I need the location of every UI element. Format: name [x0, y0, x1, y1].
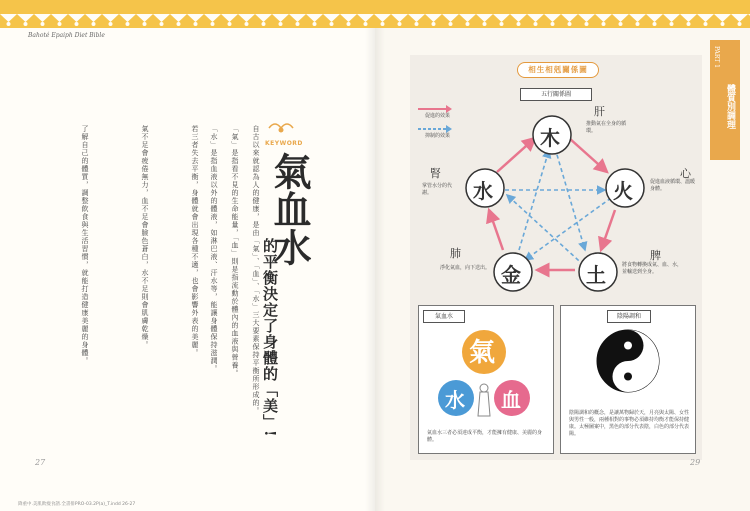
header-note: Bahoté Epaiph Diet Bible: [28, 32, 105, 39]
page-title: 氣血水: [267, 152, 312, 266]
body-paragraph-1: 自古以來就認為人的健康，是由「氣」、「血」、「水」三大要素保持平衡所形成的。: [252, 125, 260, 415]
organ-kidney: 腎: [430, 167, 441, 180]
part-side-tab: [710, 40, 740, 160]
spleen-desc: 將食物轉換成氣、血、水，並輸送到全身。: [622, 262, 683, 275]
diagram-panel: [410, 55, 702, 460]
qi-xue-shui-box: [418, 305, 554, 454]
blood-char: 血: [501, 388, 521, 412]
body-paragraph-3: 「水」是指血液以外的體液，如淋巴液、汗水等，能讓身體保持滋潤。: [210, 125, 218, 373]
part-title: 體質別調理: [725, 84, 735, 129]
legend-ke: 抑制的效果: [425, 133, 451, 139]
organ-lung: 肺: [450, 247, 461, 260]
body-paragraph-4: 若三者失去平衡，身體就會出現各種不適，也會影響外表的美麗。: [191, 125, 199, 357]
print-footer: 降重中.美肌飲瘦食譜.全書排PRO-03.2P(a)_T.indd 26-27: [18, 502, 136, 507]
body-paragraph-5: 氣不足會疲倦無力，血不足會臉色蒼白，水不足則會肌膚乾燥。: [141, 125, 149, 349]
yy-title: 陰陽調和: [607, 310, 651, 323]
left-page-number: 27: [35, 458, 46, 467]
part-label: PART 1: [713, 46, 720, 68]
ornament-icon: [265, 118, 297, 136]
spine-shadow: [365, 28, 385, 511]
body-paragraph-6: 了解自己的體質，調整飲食與生活習慣，就能打造健康美麗的身體。: [81, 125, 89, 365]
five-elements-label: 五行關係圖: [520, 88, 592, 101]
kidney-desc: 掌管水分的代謝。: [422, 183, 453, 196]
diagram-title: 相生相剋關係圖: [517, 62, 599, 78]
body-paragraph-2: 「氣」是指看不見的生命能量，「血」則是指流動於體內的血液與營養。: [231, 125, 239, 378]
heart-desc: 促進血液循環、溫暖身體。: [650, 179, 696, 192]
legend-sheng: 促進的效果: [425, 113, 451, 119]
organ-liver: 肝: [594, 105, 605, 118]
element-fire: 火: [613, 179, 633, 203]
water-char: 水: [445, 388, 465, 412]
page-subtitle: 的平衡決定了身體的「美」!: [261, 238, 279, 438]
yy-desc: 陰陽調和的概念，是讓萬物歸於天，月亮與太陽、女性與男性一般，兩種相對的事物必須維持均衡才能保持健康。太極圖案中，黑色的部分代表陰，白色的部分代表陽。: [569, 410, 690, 437]
yin-yang-icon: [595, 328, 661, 394]
yin-yang-box: [560, 305, 696, 454]
element-wood: 木: [540, 126, 560, 150]
element-metal: 金: [501, 263, 521, 287]
keyword-badge: [265, 118, 303, 147]
qi-char: 氣: [469, 338, 496, 368]
liver-desc: 推動氣在全身的循環。: [586, 121, 627, 134]
qi-title: 氣血水: [423, 310, 465, 323]
lung-desc: 淨化氣血，向下送出。: [440, 265, 491, 271]
decorative-banner: [0, 0, 750, 28]
qi-desc: 氣血水三者必須達成平衡，才能擁有健康、美麗的身體。: [427, 430, 543, 443]
right-page-number: 29: [690, 458, 701, 467]
organ-spleen: 脾: [650, 249, 661, 262]
element-water: 水: [473, 179, 493, 203]
organ-heart: 心: [680, 167, 691, 180]
keyword-label: KEYWORD: [265, 140, 303, 147]
element-earth: 土: [586, 263, 606, 287]
